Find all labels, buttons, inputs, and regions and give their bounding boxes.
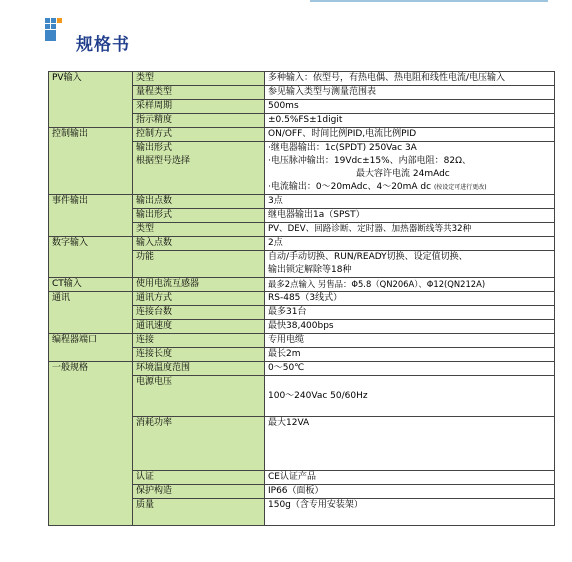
item-label: 通讯速度 [133,320,265,334]
item-value: ±0.5%FS±1digit [265,114,555,128]
item-label: 类型 [133,223,265,237]
page-title: 规格书 [76,35,130,55]
value-line: ·电压脉冲输出：19Vdc±15%、内部电阻：82Ω、 [268,156,472,166]
item-label: 认证 [133,471,265,485]
category-cell: PV输入 [49,72,133,128]
item-label: 输入点数 [133,237,265,251]
item-value: 继电器输出1a（SPST） [265,209,555,223]
item-label: 指示精度 [133,114,265,128]
item-value: 最长2m [265,348,555,362]
item-value-cell [265,142,555,195]
table-row [49,195,555,209]
value-line: ·继电器输出：1c(SPDT) 250Vac 3A [268,143,417,153]
item-label: 输出点数 [133,195,265,209]
item-value-cell [265,251,555,278]
item-value: 最大12VA [265,417,555,471]
category-cell: 控制输出 [49,128,133,195]
item-label: 使用电流互感器 [133,278,265,292]
category-cell: CT输入 [49,278,133,292]
item-value: 多种输入：依型号，有热电偶、热电阻和线性电流/电压输入 [265,72,555,86]
table-row [49,237,555,251]
table-row [49,128,555,142]
item-value: CE认证产品 [265,471,555,485]
item-label: 量程类型 [133,86,265,100]
item-label-cell [133,142,265,195]
item-label: 输出形式 [136,143,173,153]
category-cell: 编程器端口 [49,334,133,362]
item-label: 采样周期 [133,100,265,114]
item-value: 最多31台 [265,306,555,320]
value-line: 最大容许电流 24mAdc [356,169,450,179]
item-value: 500ms [265,100,555,114]
item-sublabel: 根据型号选择 [136,156,191,166]
table-row [49,292,555,306]
item-value: IP66（面板） [265,485,555,499]
item-label: 环境温度范围 [133,362,265,376]
item-value: 150g（含专用安装架） [265,499,555,526]
header-rule [310,0,548,2]
item-value: 2点 [265,237,555,251]
item-value: 0～50℃ [265,362,555,376]
category-cell: 通讯 [49,292,133,334]
table-row [49,334,555,348]
item-label: 类型 [133,72,265,86]
value-line [268,181,551,194]
category-cell: 数字输入 [49,237,133,278]
table-row [49,278,555,292]
item-value: RS-485（3线式） [265,292,555,306]
item-label: 功能 [133,251,265,278]
item-value: ON/OFF、时间比例PID,电流比例PID [265,128,555,142]
item-value: 最快38,400bps [265,320,555,334]
item-value: 100～240Vac 50/60Hz [265,376,555,417]
value-note: (按设定可进行更改) [433,184,487,191]
table-row [49,362,555,376]
item-label: 通讯方式 [133,292,265,306]
table-row [49,72,555,86]
value-text: ·电流输出：0～20mAdc、4～20mA dc [268,182,432,192]
item-value: 专用电缆 [265,334,555,348]
item-label: 保护构造 [133,485,265,499]
category-cell: 一般规格 [49,362,133,526]
value-line: 输出锁定解除等18种 [268,265,352,275]
item-label: 连接长度 [133,348,265,362]
item-value: PV、DEV、回路诊断、定时器、加热器断线等共32种 [265,223,555,237]
item-value: 3点 [265,195,555,209]
item-label: 输出形式 [133,209,265,223]
item-label: 控制方式 [133,128,265,142]
logo-squares-icon [45,18,67,40]
category-cell: 事件输出 [49,195,133,237]
item-label: 消耗功率 [133,417,265,471]
value-line: 自动/手动切换、RUN/READY切换、设定值切换、 [268,252,468,262]
spec-table [48,71,555,526]
item-label: 电源电压 [133,376,265,417]
item-label: 连接 [133,334,265,348]
item-label: 连接台数 [133,306,265,320]
item-value: 参见输入类型与测量范围表 [265,86,555,100]
item-label: 质量 [133,499,265,526]
item-value: 最多2点输入 另售品：Φ5.8（QN206A）、Φ12(QN212A) [265,278,555,292]
